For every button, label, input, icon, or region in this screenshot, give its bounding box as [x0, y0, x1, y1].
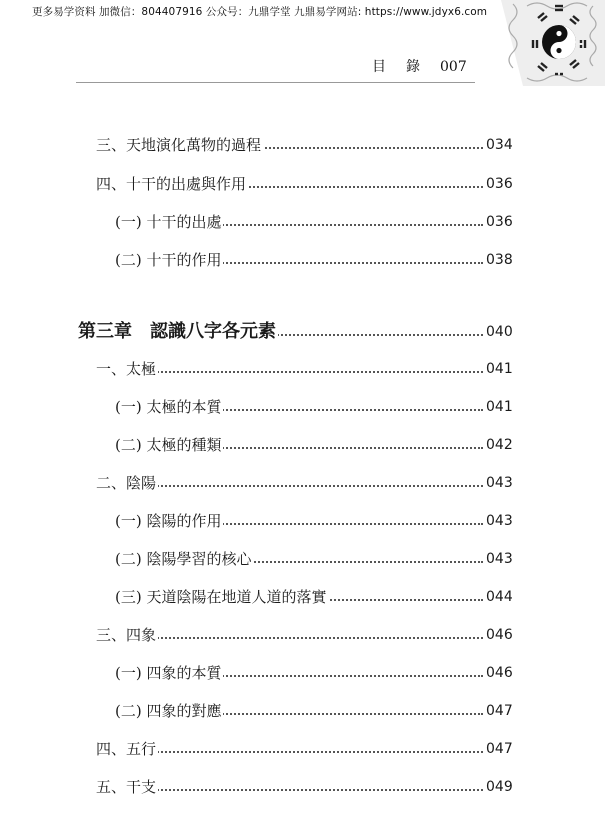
toc-entry-page: 036 — [486, 214, 513, 230]
toc-entry — [0, 661, 605, 685]
toc-entry-label: (二) 十干的作用 — [115, 248, 223, 272]
toc-entry-label: 二、陰陽 — [96, 471, 158, 495]
toc-entry-page: 046 — [486, 627, 513, 643]
toc-entry — [0, 585, 605, 609]
header-rule — [76, 82, 475, 83]
toc-entry — [0, 133, 605, 157]
toc-entry-page: 041 — [486, 399, 513, 415]
toc-entry-page: 041 — [486, 361, 513, 377]
toc-entry — [0, 737, 605, 761]
toc-entry — [0, 357, 605, 381]
toc-entry-page: 043 — [486, 513, 513, 529]
header-section-2: 錄 — [406, 59, 420, 75]
toc-entry-label: (一) 太極的本質 — [115, 395, 223, 419]
toc-entry-page: 046 — [486, 665, 513, 681]
toc-entry-page: 049 — [486, 779, 513, 795]
toc-chapter-entry — [0, 320, 605, 344]
toc-entry-page: 036 — [486, 176, 513, 192]
toc-entry — [0, 395, 605, 419]
toc-entry-page: 038 — [486, 252, 513, 268]
toc-entry — [0, 623, 605, 647]
running-header — [372, 56, 467, 76]
toc-entry-label: 五、干支 — [96, 775, 158, 799]
toc-entry — [0, 775, 605, 799]
toc-entry — [0, 248, 605, 272]
toc-entry — [0, 509, 605, 533]
toc-entry-page: 047 — [486, 703, 513, 719]
toc-entry-page: 034 — [486, 137, 513, 153]
toc-entry — [0, 433, 605, 457]
header-section: 目 — [372, 59, 386, 75]
toc-entry-label: (二) 陰陽學習的核心 — [115, 547, 253, 571]
watermark-banner: 更多易学资料 加微信：804407916 公众号：九鼎学堂 九鼎易学网站: https://www.jdyx6.com — [32, 6, 488, 18]
header-page-number: 007 — [440, 59, 467, 75]
taiji-logo-icon — [493, 0, 605, 86]
toc-entry — [0, 210, 605, 234]
toc-entry-label: (二) 太極的種類 — [115, 433, 223, 457]
toc-entry-label: 一、太極 — [96, 357, 158, 381]
toc-entry-label: (一) 四象的本質 — [115, 661, 223, 685]
toc-entry-label: 三、四象 — [96, 623, 158, 647]
toc-entry-label: (一) 陰陽的作用 — [115, 509, 223, 533]
toc-entry-page: 044 — [486, 589, 513, 605]
toc-entry-page: 043 — [486, 551, 513, 567]
toc-entry — [0, 471, 605, 495]
toc-entry-label: (二) 四象的對應 — [115, 699, 223, 723]
toc-entry-page: 042 — [486, 437, 513, 453]
toc-entry-label: (三) 天道陰陽在地道人道的落實 — [115, 585, 328, 609]
toc-entry-label: 四、十干的出處與作用 — [96, 172, 248, 196]
toc-entry-page: 040 — [486, 324, 513, 340]
toc-entry — [0, 699, 605, 723]
toc-entry — [0, 547, 605, 571]
toc-entry — [0, 172, 605, 196]
toc-chapter-label: 第三章 認識八字各元素 — [78, 321, 276, 342]
toc-entry-label: 四、五行 — [96, 737, 158, 761]
toc-entry-label: 三、天地演化萬物的過程 — [96, 133, 263, 157]
toc-entry-label: (一) 十干的出處 — [115, 210, 223, 234]
toc-entry-page: 047 — [486, 741, 513, 757]
toc-entry-page: 043 — [486, 475, 513, 491]
